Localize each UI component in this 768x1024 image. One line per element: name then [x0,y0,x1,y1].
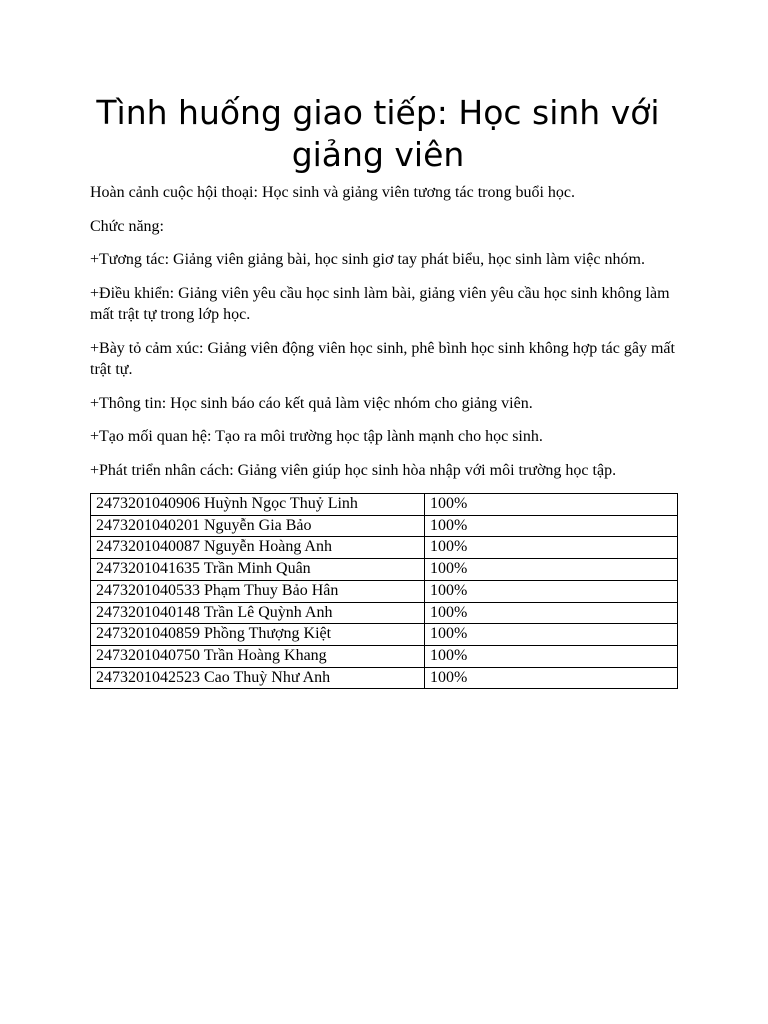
paragraph-emotion: +Bày tỏ cảm xúc: Giảng viên động viên học sinh, phê bình học sinh không hợp tác gây mất trật tự. [90,339,675,378]
table-row [91,624,678,646]
member-name-cell: 2473201040859 Phồng Thượng Kiệt [91,624,425,646]
member-name-cell: 2473201040906 Huỳnh Ngọc Thuỷ Linh [91,494,425,516]
table-row [91,537,678,559]
member-name-cell: 2473201040148 Trần Lê Quỳnh Anh [91,602,425,624]
paragraph-interaction: +Tương tác: Giảng viên giảng bài, học sinh giơ tay phát biểu, học sinh làm việc nhóm. [90,251,645,268]
member-name-cell: 2473201040533 Phạm Thuy Bảo Hân [91,580,425,602]
paragraph-functions-heading: Chức năng: [90,217,164,235]
member-contribution-cell: 100% [425,602,678,624]
document-page [90,92,678,689]
member-contribution-cell: 100% [425,559,678,581]
member-contribution-cell: 100% [425,580,678,602]
table-row [91,515,678,537]
paragraph-control: +Điều khiển: Giảng viên yêu cầu học sinh làm bài, giảng viên yêu cầu học sinh không làm mất trật tự trong lớp học. [90,284,670,323]
table-row [91,645,678,667]
member-name-cell: 2473201041635 Trần Minh Quân [91,559,425,581]
table-row [91,559,678,581]
paragraph-relationship: +Tạo mối quan hệ: Tạo ra môi trường học tập lành mạnh cho học sinh. [90,428,543,445]
member-contribution-cell: 100% [425,494,678,516]
paragraph-context: Hoàn cảnh cuộc hội thoại: Học sinh và giảng viên tương tác trong buổi học. [90,184,576,201]
table-row [91,602,678,624]
table-row [91,494,678,516]
member-contribution-cell: 100% [425,645,678,667]
member-name-cell: 2473201040087 Nguyễn Hoàng Anh [91,537,425,559]
member-contribution-cell: 100% [425,515,678,537]
member-contribution-cell: 100% [425,537,678,559]
member-name-cell: 2473201042523 Cao Thuỳ Như Anh [91,667,425,689]
member-name-cell: 2473201040201 Nguyễn Gia Bảo [91,515,425,537]
paragraph-information: +Thông tin: Học sinh báo cáo kết quả làm việc nhóm cho giảng viên. [90,394,533,412]
member-contribution-cell: 100% [425,624,678,646]
paragraph-personality: +Phát triển nhân cách: Giảng viên giúp học sinh hòa nhập với môi trường học tập. [90,461,617,479]
table-row [91,580,678,602]
document-title: Tình huống giao tiếp: Học sinh với giảng viên [96,93,660,174]
members-table [90,493,678,689]
table-row [91,667,678,689]
member-contribution-cell: 100% [425,667,678,689]
member-name-cell: 2473201040750 Trần Hoàng Khang [91,645,425,667]
